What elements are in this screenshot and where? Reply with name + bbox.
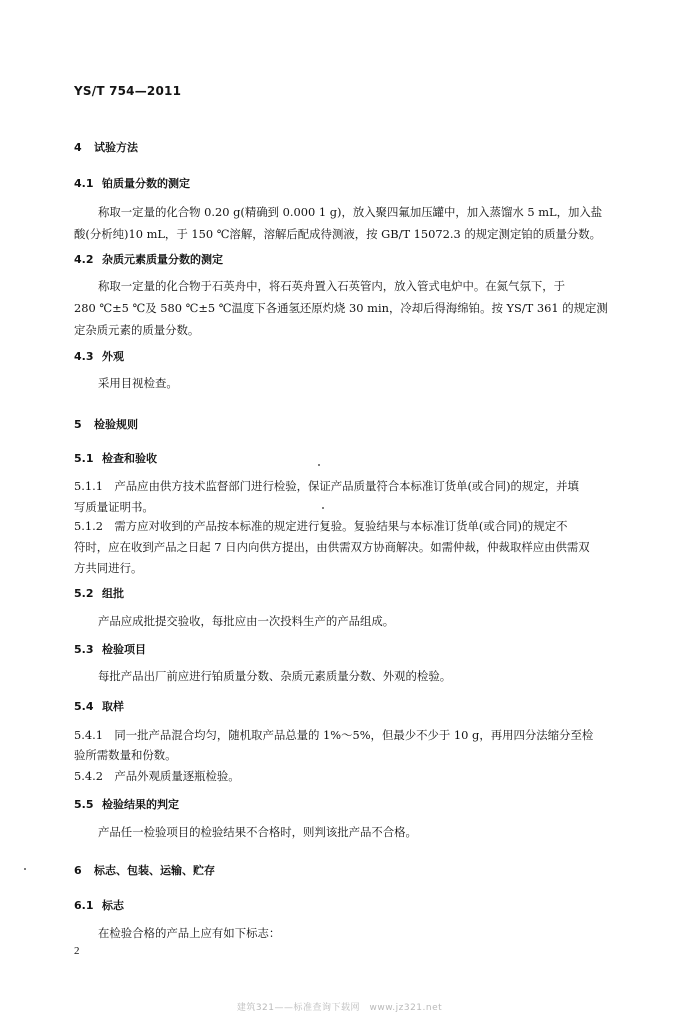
section-5-5-heading: 5.5 检验结果的判定 <box>74 798 179 811</box>
clause-5-1-1-line2: 写质量证明书。 <box>74 500 154 514</box>
paragraph-6-1: 在检验合格的产品上应有如下标志： <box>98 926 281 940</box>
section-5-3-heading: 5.3 检验项目 <box>74 643 146 656</box>
section-6-heading: 6 标志、包装、运输、贮存 <box>74 864 215 877</box>
paragraph-5-2: 产品应成批提交验收，每批应由一次投料生产的产品组成。 <box>98 614 395 628</box>
footer-watermark: 建筑321——标准查询下载网 www.jz321.net <box>236 1003 443 1013</box>
paragraph-4-3: 采用目视检查。 <box>98 376 178 390</box>
section-4-2-heading: 4.2 杂质元素质量分数的测定 <box>74 253 223 266</box>
page-number: 2 <box>74 945 80 957</box>
paragraph-4-2-line2: 280 ℃±5 ℃及 580 ℃±5 ℃温度下各通氢还原灼烧 30 min，冷却后得海绵铂。按 YS/T 361 的规定测 <box>74 301 608 315</box>
paragraph-4-1-line1: 称取一定量的化合物 0.20 g(精确到 0.000 1 g)，放入聚四氟加压罐中，加入蒸馏水 5 mL，加入盐 <box>98 205 603 219</box>
scan-speck <box>24 868 26 870</box>
clause-5-1-2-line2: 符时，应在收到产品之日起 7 日内向供方提出，由供需双方协商解决。如需仲裁，仲裁取样应由供需双 <box>74 540 590 554</box>
clause-5-4-1-line2: 验所需数量和份数。 <box>74 748 177 762</box>
standard-code: YS/T 754—2011 <box>74 84 182 98</box>
paragraph-4-2-line3: 定杂质元素的质量分数。 <box>74 323 200 337</box>
section-5-2-heading: 5.2 组批 <box>74 587 124 600</box>
scan-speck <box>322 507 324 509</box>
clause-5-4-2: 5.4.2 产品外观质量逐瓶检验。 <box>74 769 240 783</box>
section-5-4-heading: 5.4 取样 <box>74 700 124 713</box>
clause-5-1-2-line1: 5.1.2 需方应对收到的产品按本标准的规定进行复验。复验结果与本标准订货单(或合同)的规定不 <box>74 519 568 533</box>
scan-speck <box>318 464 320 466</box>
clause-5-4-1-line1: 5.4.1 同一批产品混合均匀，随机取产品总量的 1%～5%，但最少不少于 10 g，再用四分法缩分至检 <box>74 728 594 742</box>
section-5-heading: 5 检验规则 <box>74 418 138 431</box>
section-6-1-heading: 6.1 标志 <box>74 899 124 912</box>
clause-5-1-1-line1: 5.1.1 产品应由供方技术监督部门进行检验，保证产品质量符合本标准订货单(或合同)的规定，并填 <box>74 479 579 493</box>
paragraph-5-3: 每批产品出厂前应进行铂质量分数、杂质元素质量分数、外观的检验。 <box>98 669 452 683</box>
section-5-1-heading: 5.1 检查和验收 <box>74 452 157 465</box>
section-4-heading: 4 试验方法 <box>74 141 138 154</box>
clause-5-1-2-line3: 方共同进行。 <box>74 561 143 575</box>
paragraph-4-1-line2: 酸(分析纯)10 mL，于 150 ℃溶解，溶解后配成待测液，按 GB/T 15072.3 的规定测定铂的质量分数。 <box>74 227 602 241</box>
paragraph-4-2-line1: 称取一定量的化合物于石英舟中，将石英舟置入石英管内，放入管式电炉中。在氮气氛下，于 <box>98 279 566 293</box>
section-4-1-heading: 4.1 铂质量分数的测定 <box>74 177 190 190</box>
section-4-3-heading: 4.3 外观 <box>74 350 124 363</box>
paragraph-5-5: 产品任一检验项目的检验结果不合格时，则判该批产品不合格。 <box>98 825 417 839</box>
